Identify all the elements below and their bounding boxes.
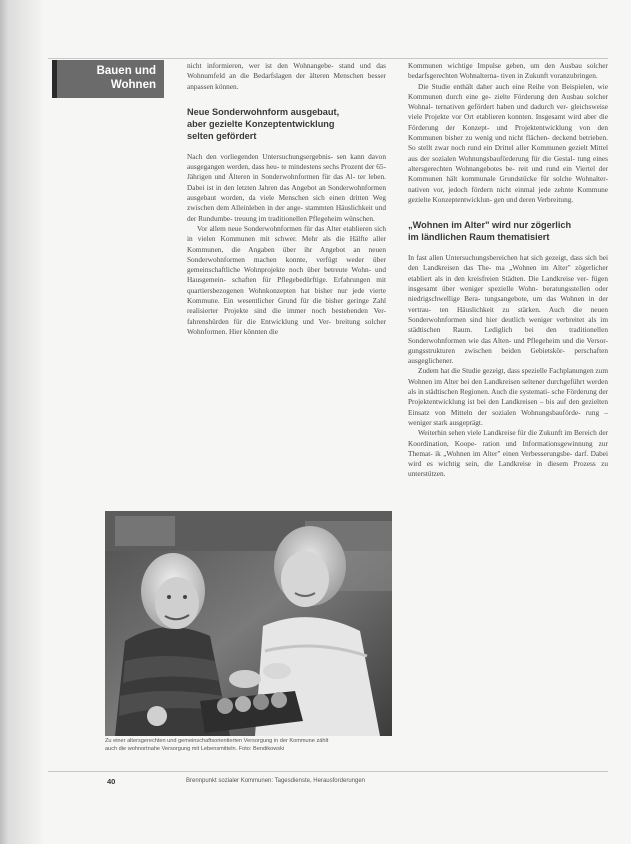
text-line: reit und rund ein Viertel der Kommunen hält (408, 163, 608, 184)
text-line: deckend betrieben. So stellt zwar noch rund ein (408, 133, 609, 153)
text-line: Grund für die bisher geringe Zahl realisierter (187, 296, 386, 316)
text-line: Kommunen bisher zu wenig und nicht flächen- (408, 133, 553, 143)
text-line: bei den traditionellen Sonderwohnformen wie (408, 325, 608, 345)
text-line: von Beispielen, wie Kommunen durch eine ge- (408, 81, 608, 101)
text-line: nativen vor, jedoch fördern nicht einmal jede (408, 184, 555, 194)
text-line: darf. Dabei wird es wichtig sein, die Landkreise (408, 448, 609, 469)
text-line: von Mitteln der sozialen Wohnungsbauförde- (434, 407, 586, 417)
text-line: ma „Wohnen im Alter" zögerlicher etabliert als (408, 263, 608, 283)
text-line: tung eines altersgerechten Wohnangebotes be- (408, 153, 608, 173)
text-line: nicht informieren, wer ist den Wohnangebe- (187, 61, 340, 70)
text-line: Weg zwischen dem Alleinleben in der ange- (187, 193, 386, 213)
text-line: ten Häuslichkeit zu stärken. Auch die neuen (439, 304, 608, 314)
text-line: der älteren Menschen besser anpassen können. (187, 71, 386, 91)
section-tab-line1: Bauen und (96, 65, 156, 77)
text-line: fahrenshürden für die Entwicklung und Ver- (187, 316, 336, 326)
text-line: perschaften ausgeglichener. (408, 345, 608, 366)
text-line: Zukunft im Bereich der Koordination, Koope- (408, 428, 608, 448)
body-paragraph (408, 428, 608, 479)
text-line: Sonderwohnformen sind hier deutlich weniger (408, 314, 557, 324)
intro-paragraph (187, 61, 386, 92)
text-line: ter leben. Dabei ist in den letzten Jahren das (187, 172, 386, 192)
photo-two-women-shopping (105, 511, 392, 736)
text-line: noch über betreute Wohn- und Hausgemein- (187, 265, 386, 285)
text-line: breitung solcher Wohnformen. Hier könnten die (187, 316, 387, 336)
text-line: Kommunen wichtige Impulse geben, um den (408, 61, 560, 70)
page-binding-shadow (0, 0, 44, 844)
text-line: Die Studie enthält daher auch eine Reihe (418, 81, 548, 91)
text-line: kommunale Grundstücke für solche Wohnalter- (461, 174, 609, 184)
heading-line: selten gefördert (187, 130, 257, 141)
photo-caption (105, 738, 392, 753)
body-paragraph (408, 82, 608, 206)
text-line: worden, da viele Menschen sich einen dritten (220, 193, 373, 203)
heading-line: „Wohnen im Alter" wird nur zögerlich (408, 220, 572, 231)
right-text-column (408, 61, 608, 480)
text-line: sche Förderung der Projektentwicklung ist bei (408, 387, 608, 407)
body-paragraph (408, 61, 608, 82)
text-line: Nach den vorliegenden Untersuchungsergebnis- (187, 151, 337, 161)
section-tab (52, 60, 164, 98)
text-line: ternativen gefördert haben und dadurch ver- (435, 102, 571, 112)
text-line: gezeigt, dass sich bei den Landkreisen das The- (408, 253, 608, 273)
text-line: Fachplanungen zum Wohnen im Alter bei den (408, 366, 608, 386)
text-line: nur jede vierte Kommune. Ein wesentlicher (187, 285, 386, 306)
text-line: sozialen Wohnungsbauförderung für die Gestal- (432, 153, 578, 163)
text-line: Vor allem neue Sonderwohnformen für das (197, 223, 327, 233)
text-line: fügen insgesamt über weniger spezielle Wohn- (408, 273, 608, 294)
text-line: stammten Häuslichkeit und der Rundumbe- (187, 203, 386, 223)
text-line: Alter etablieren sich in vielen Kommunen mit (187, 223, 386, 244)
text-line: rung – weniger stark ausgeprägt. (408, 407, 608, 427)
heading-line: Neue Sonderwohnform ausgebaut, (187, 106, 340, 117)
text-line: in diesem Prozess zu unterstützen. (408, 459, 609, 479)
running-footer: Brennpunkt sozialer Kommunen: Tagesdienste, Herausforderungen (186, 778, 365, 784)
heading-line: im ländlichen Raum thematisiert (408, 232, 550, 243)
caption-line: auch die wohnortnahe Versorgung mit Lebensmitteln. Foto: Bendikowski (105, 745, 285, 752)
header-rule (48, 58, 608, 59)
body-paragraph (187, 224, 386, 337)
text-line: der Konzept- und Projektentwicklung von den (445, 122, 608, 132)
text-line: ik „Wohnen im Alter" einen Verbesserungsbe- (435, 448, 575, 458)
left-text-column (187, 61, 386, 337)
text-line: schaften für Pflegebedürftige. Erfahrungen mit (232, 275, 386, 285)
text-line: verbreitet als im städtischen Raum. Lediglich (408, 314, 608, 335)
body-paragraph (408, 253, 608, 366)
text-line: das Alten- und Pflegeheim und die Versor- (481, 335, 608, 345)
text-line: tiven in Zukunft voranzubringen. (500, 71, 598, 81)
text-line: gleichsweise viele Projekte vor Ort etablieren (408, 102, 608, 122)
section-heading-2 (408, 219, 608, 243)
text-line: te mindestens sechs Prozent der 65-Jährigen (187, 162, 387, 182)
text-line: Ausbau solcher bedarfsgerechten Wohnalterna- (408, 61, 608, 81)
text-line: ration und Informationsgewinnung zur Themat- (408, 438, 608, 458)
text-line: zielte Förderung den Ausbau solcher Wohnal- (408, 91, 608, 112)
text-line: die Angaben über ihr Angebot an neuen (231, 244, 386, 254)
text-line: in städtischen Regionen. Auch die systemati- (418, 387, 552, 397)
section-heading-1 (187, 106, 386, 142)
text-line: gen und deren Verbreitung. (493, 194, 574, 204)
text-line: gungsstrukturen zwischen beiden Gebietskör- (408, 345, 575, 355)
body-paragraph (408, 366, 608, 428)
text-line: In fast allen Untersuchungsbereichen hat sich (408, 253, 546, 263)
text-line: und Älteren in Sonderwohnformen für das Al- (214, 172, 358, 182)
text-line: stand und das Wohnumfeld an die Bedarfslagen (187, 61, 386, 81)
photo-illustration (105, 511, 392, 736)
text-line: in den kreisfreien Städten. Die Landkreise ver- (445, 273, 592, 283)
text-line: treuung im traditionellen Pflegeheim wünschen. (234, 213, 375, 223)
text-line: tungsangebote, um das Wohnen in der vertrau- (408, 294, 608, 314)
footer-rule (48, 771, 608, 772)
page-number: 40 (107, 777, 116, 786)
text-line: Angebot an Sonderwohnformen ausgebaut (187, 182, 386, 203)
text-line: Zudem hat die Studie gezeigt, dass spezielle (418, 366, 550, 376)
text-line: sen kann davon ausgegangen werden, dass heu- (187, 151, 386, 172)
text-line: Projekte sind die immer noch bestehenden Ver- (224, 306, 386, 316)
text-line: Weiterhin sehen viele Landkreise für die (418, 428, 539, 438)
heading-line: aber gezielte Konzeptentwicklung (187, 118, 335, 129)
text-line: Landkreisen seltener durchgeführt werden als (408, 376, 609, 397)
text-line: quartiersbezogenen Wohnkonzepten hat bisher (187, 285, 338, 295)
text-line: schwer. Mehr als die Hälfte aller Kommunen, (187, 234, 386, 254)
text-line: konnten. Insgesamt wird aber die Förderung (408, 112, 608, 132)
section-tab-line2: Wohnen (110, 79, 156, 91)
body-paragraph (187, 152, 386, 224)
caption-line: Zu einer altersgerechten und gemeinschaftsorientierten Versorgung in der Kommune zählt (105, 738, 329, 744)
text-line: Drittel aller Kommunen gezielt Mittel aus der (408, 143, 608, 163)
text-line: beratungsstellen oder niedrigschwellige Bera- (408, 284, 608, 304)
text-line: den Landkreisen – bis auf den gezielten Einsatz (408, 397, 608, 417)
text-line: zehnte Kommune gezielte Konzeptentwicklun- (408, 184, 609, 204)
text-line: Sonderwohnformen machen konnte, verfügt (187, 254, 347, 264)
text-line: weder über gemeinschaftliche Wohnprojekte (187, 254, 386, 275)
